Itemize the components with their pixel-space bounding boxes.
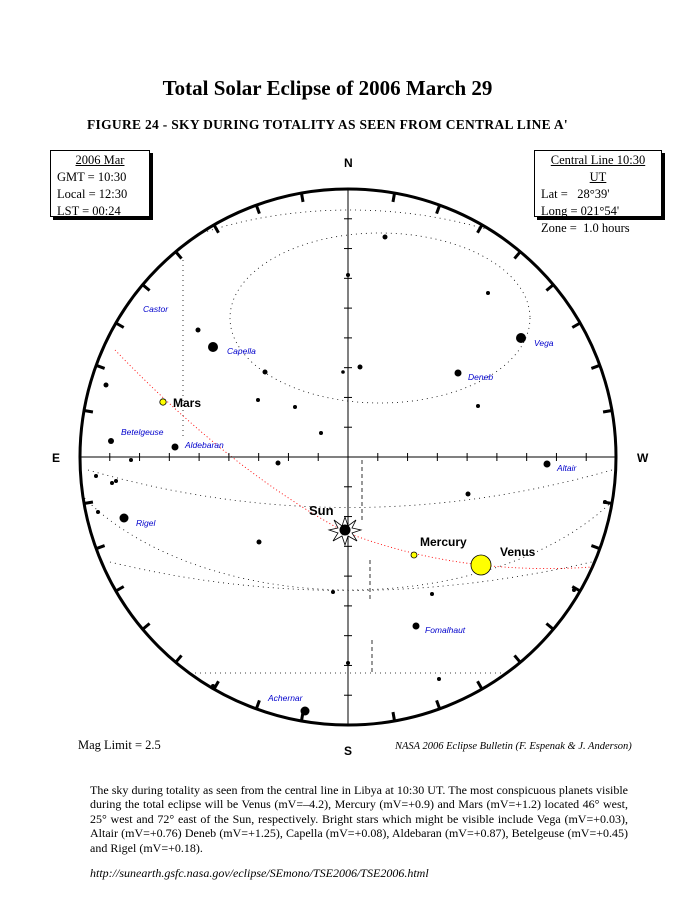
star bbox=[293, 405, 297, 409]
star bbox=[430, 592, 434, 596]
gmt-row: GMT = 10:30 bbox=[57, 170, 127, 184]
deneb-label: Deneb bbox=[468, 372, 494, 382]
mag-limit: Mag Limit = 2.5 bbox=[78, 738, 161, 752]
altair-label: Altair bbox=[557, 463, 577, 473]
star bbox=[276, 461, 281, 466]
horizon-tick bbox=[84, 410, 93, 412]
star bbox=[263, 370, 268, 375]
deneb-star bbox=[455, 370, 462, 377]
site-box-header: Central Line 10:30 UT bbox=[550, 153, 646, 184]
star bbox=[437, 677, 441, 681]
horizon-tick bbox=[437, 700, 440, 708]
zone-row: Zone = 1.0 hours bbox=[541, 221, 630, 235]
page-title: Total Solar Eclipse of 2006 March 29 bbox=[162, 76, 493, 100]
achernar-star bbox=[301, 707, 310, 716]
horizon-tick bbox=[603, 410, 612, 412]
star bbox=[331, 590, 335, 594]
star bbox=[383, 235, 388, 240]
horizon-tick bbox=[143, 285, 150, 291]
vega-star bbox=[516, 333, 526, 343]
figure-title: FIGURE 24 - SKY DURING TOTALITY AS SEEN FROM CENTRAL LINE A' bbox=[87, 117, 568, 132]
horizon-tick bbox=[393, 193, 395, 202]
horizon-tick bbox=[176, 252, 182, 259]
horizon-tick bbox=[96, 365, 104, 368]
horizon-tick bbox=[214, 225, 219, 233]
star bbox=[196, 328, 201, 333]
rigel-star bbox=[120, 514, 129, 523]
star bbox=[346, 661, 350, 665]
horizon-tick bbox=[116, 323, 124, 328]
longitude-row: Long = 021°54' bbox=[541, 204, 620, 218]
horizon-tick bbox=[546, 285, 553, 291]
horizon-tick bbox=[478, 681, 483, 689]
mars-label: Mars bbox=[173, 396, 202, 410]
lst-row: LST = 00:24 bbox=[57, 204, 121, 218]
rigel-label: Rigel bbox=[136, 518, 156, 528]
star bbox=[129, 458, 133, 462]
star bbox=[110, 481, 114, 485]
horizon-tick bbox=[437, 205, 440, 213]
horizon-tick bbox=[546, 623, 553, 629]
star bbox=[257, 540, 262, 545]
star bbox=[104, 383, 109, 388]
sun-symbol bbox=[329, 517, 361, 545]
horizon-tick bbox=[572, 323, 580, 328]
star bbox=[358, 365, 363, 370]
fomalhaut-star bbox=[413, 623, 420, 630]
star bbox=[603, 500, 607, 504]
horizon-tick bbox=[478, 225, 483, 233]
mercury-label: Mercury bbox=[420, 535, 467, 549]
venus-label: Venus bbox=[500, 545, 536, 559]
credit-line: NASA 2006 Eclipse Bulletin (F. Espenak & J. Anderson) bbox=[395, 741, 632, 752]
horizon-tick bbox=[301, 193, 303, 202]
horizon-tick bbox=[514, 655, 520, 662]
moon-disk bbox=[340, 525, 351, 536]
aldebaran-star bbox=[172, 444, 179, 451]
star bbox=[319, 431, 323, 435]
star bbox=[572, 588, 576, 592]
star bbox=[486, 291, 490, 295]
time-box-header: 2006 Mar bbox=[75, 153, 125, 167]
star bbox=[94, 474, 98, 478]
horizon-tick bbox=[514, 252, 520, 259]
vega-label: Vega bbox=[534, 338, 554, 348]
capella-label: Capella bbox=[227, 346, 256, 356]
castor-label: Castor bbox=[143, 304, 169, 314]
meridian-dashes bbox=[362, 460, 372, 672]
ecliptic-line bbox=[115, 350, 615, 569]
sun-label: Sun bbox=[309, 503, 334, 518]
horizon-tick bbox=[256, 205, 259, 213]
achernar-label: Achernar bbox=[268, 693, 303, 703]
local-time-row: Local = 12:30 bbox=[57, 187, 128, 201]
star bbox=[96, 510, 100, 514]
star bbox=[256, 398, 260, 402]
background-stars bbox=[94, 235, 607, 689]
latitude-row: Lat = 28°39' bbox=[541, 187, 610, 201]
south-label: S bbox=[344, 744, 353, 758]
betelgeuse-star bbox=[108, 438, 114, 444]
venus-symbol bbox=[471, 555, 491, 575]
horizon-tick bbox=[591, 365, 599, 368]
star bbox=[346, 273, 350, 277]
celestial-equator bbox=[88, 470, 612, 508]
altair-star bbox=[544, 461, 551, 468]
star bbox=[341, 370, 345, 374]
horizon-tick bbox=[591, 546, 599, 549]
celestial-grid bbox=[40, 210, 660, 673]
horizon-tick bbox=[116, 587, 124, 592]
axes bbox=[80, 189, 616, 725]
capella-star bbox=[208, 342, 218, 352]
east-label: E bbox=[52, 451, 61, 465]
star bbox=[211, 684, 215, 688]
horizon-tick bbox=[96, 546, 104, 549]
mercury-symbol bbox=[411, 552, 417, 558]
horizon-tick bbox=[176, 655, 182, 662]
north-label: N bbox=[344, 156, 353, 170]
west-label: W bbox=[637, 451, 649, 465]
mars-symbol bbox=[160, 399, 166, 405]
horizon-tick bbox=[393, 712, 395, 721]
aldebaran-label: Aldebaran bbox=[185, 440, 224, 450]
betelgeuse-label: Betelgeuse bbox=[121, 427, 164, 437]
horizon-tick bbox=[256, 700, 259, 708]
body-labels bbox=[173, 396, 536, 559]
horizon-tick bbox=[143, 623, 150, 629]
figure-caption: The sky during totality as seen from the central line in Libya at 10:30 UT. The most conspicuous planets visible during the total eclipse will be Venus (mV=–4.2), Mercury (mV=+0.9) and Mars (mV=+1.2) located 46° west, 25° west and 72° east of the Sun, respectively. Bright stars which might be visible include Vega (mV=+0.03), Altair (mV=+0.76) Deneb (mV=+1.25), Capella (mV=+0.08), Aldebaran (mV=+0.87), Betelgeuse (mV=+0.45) and Rigel (mV=+0.18). bbox=[90, 783, 628, 855]
source-url: http://sunearth.gsfc.nasa.gov/eclipse/SEmono/TSE2006/TSE2006.html bbox=[90, 866, 429, 880]
star bbox=[466, 492, 471, 497]
star bbox=[114, 479, 118, 483]
star bbox=[476, 404, 480, 408]
fomalhaut-label: Fomalhaut bbox=[425, 625, 466, 635]
star-labels bbox=[121, 304, 578, 703]
named-stars bbox=[108, 333, 551, 716]
dec-circle-south bbox=[110, 560, 600, 591]
